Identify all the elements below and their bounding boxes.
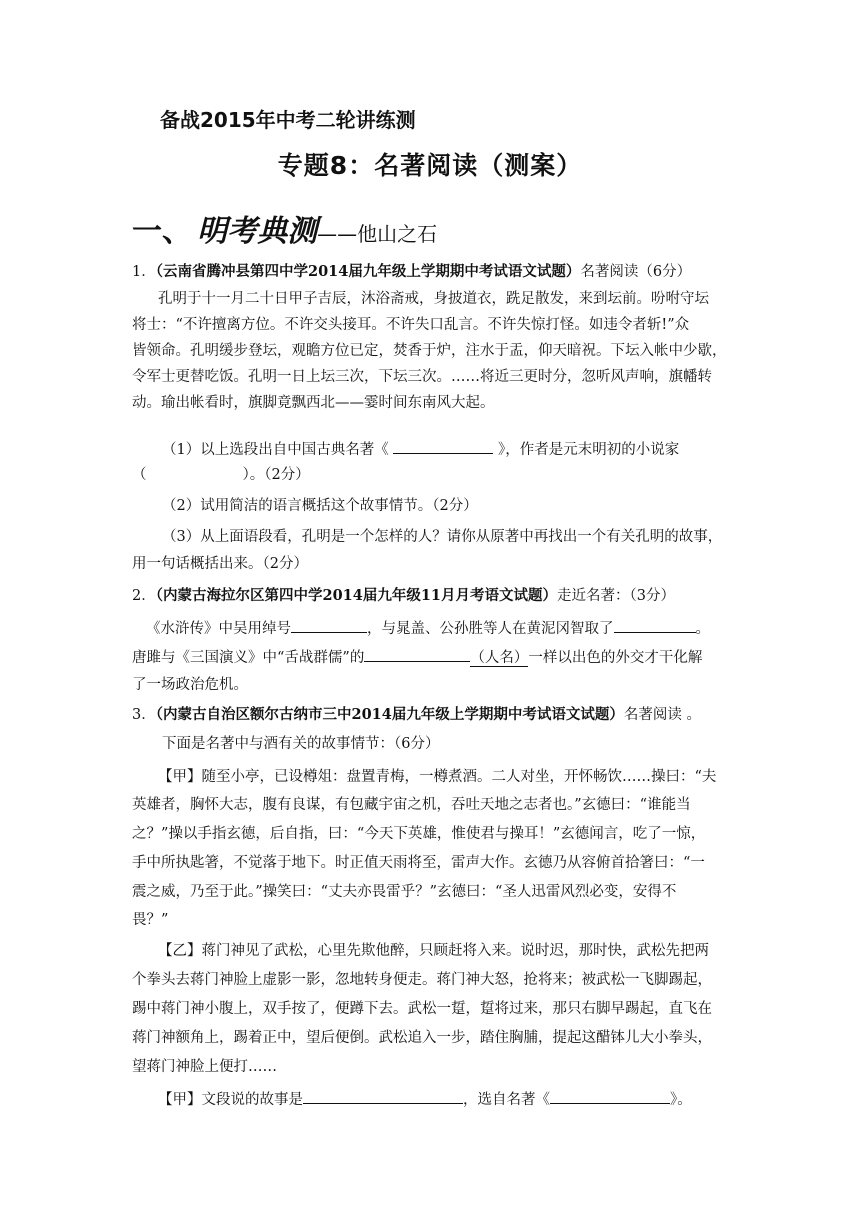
q2-line (146, 615, 710, 641)
q3-number: 3． (132, 707, 156, 723)
q3-ask-text: 》。 (670, 1092, 692, 1108)
q3-jia-line: 【甲】随至小亭，已设樽俎：盘置青梅，一樽煮酒。二人对坐，开怀畅饮……操曰：“夫 (158, 769, 717, 785)
q3-jia-line: 之？”操以手指玄德，后自指，曰：“今天下英雄，惟使君与操耳！”玄德闻言，吃了一惊， (132, 826, 706, 842)
q3-ask-text: ，选自名著《 (463, 1092, 550, 1108)
q2-number: 2． (132, 588, 156, 604)
q3-yi-line: 个拳头去蒋门神脸上虚影一影，忽地转身便走。蒋门神大怒，抢将来；被武松一飞脚踢起， (132, 972, 712, 988)
q1-sub1-cont (132, 463, 310, 487)
q1-source: （云南省腾冲县第四中学2014届九年级上学期期中考试语文试题） (155, 263, 581, 280)
page-title: 专题8：名著阅读（测案） (277, 151, 583, 180)
q3-jia-line: 英雄者，胸怀大志，腹有良谋，有包藏宇宙之机，吞吐天地之志者也。”玄德曰：“谁能当 (132, 797, 691, 813)
q1-sub1-text: ）。（2分） (242, 467, 310, 483)
section-heading (132, 206, 437, 250)
section-number: 一、 (132, 214, 192, 249)
q3-yi-line: 望蒋门神脸上便打…… (132, 1059, 277, 1075)
q3-suffix: 名著阅读 。 (623, 707, 701, 723)
answer-blank[interactable] (364, 644, 470, 662)
q2-hint: （人名） (470, 650, 529, 666)
q1-sub1-text: （ (132, 467, 147, 483)
q3-jia-line: 手中所执匙箸，不觉落于地下。时正值天雨将至，雷声大作。玄德乃从容俯首拾箸曰：“一 (132, 855, 705, 871)
q2-text: 一样以出色的外交才干化解 (528, 650, 703, 666)
answer-blank[interactable] (393, 436, 493, 454)
answer-blank[interactable] (614, 615, 696, 633)
q3-yi-line: 【乙】蒋门神见了武松，心里先欺他醉，只顾赶将入来。说时迟，那时快，武松先把两 (158, 943, 709, 959)
q1-passage-line: 动。瑜出帐看时，旗脚竟飘西北——霎时间东南风大起。 (132, 395, 495, 411)
q1-passage-line: 皆领命。孔明缓步登坛，观瞻方位已定，焚香于炉，注水于盂，仰天暗祝。下坛入帐中少歇， (132, 343, 727, 359)
q1-sub2: （2）试用简洁的语言概括这个故事情节。（2分） (162, 498, 478, 514)
q2-suffix: 走近名著：（3分） (557, 588, 676, 604)
section-heading-text: 明考典测 (197, 214, 318, 249)
q2-heading (132, 584, 675, 608)
q2-text: 《水浒传》中吴用绰号 (146, 621, 291, 637)
q2-line: 了一场政治危机。 (132, 677, 248, 693)
q1-sub1 (162, 436, 679, 462)
answer-blank[interactable] (303, 1086, 463, 1104)
q2-text: ，与晁盖、公孙胜等人在黄泥冈智取了 (367, 621, 614, 637)
q1-sub1-text: （1）以上选段出自中国古典名著《 (162, 442, 389, 458)
q3-yi-line: 蒋门神额角上，踢着正中，望后便倒。武松追入一步，踏住胸脯，提起这醋钵儿大小拳头， (132, 1030, 712, 1046)
q1-sub3: （3）从上面语段看，孔明是一个怎样的人？请你从原著中再找出一个有关孔明的故事， (162, 529, 723, 545)
q3-yi-line: 踢中蒋门神小腹上，双手按了，便蹲下去。武松一踅，踅将过来，那只右脚早踢起，直飞在 (132, 1001, 712, 1017)
q3-ask (158, 1086, 692, 1112)
q3-source: （内蒙古自治区额尔古纳市三中2014届九年级上学期期中考试语文试题） (155, 706, 624, 723)
q2-text: 唐雎与《三国演义》中“舌战群儒”的 (132, 650, 365, 666)
section-subtitle: ——他山之石 (317, 222, 438, 246)
q1-sub3-cont: 用一句话概括出来。（2分） (132, 556, 308, 572)
q1-suffix: 名著阅读（6分） (580, 264, 692, 280)
q3-jia-line: 震之威，乃至于此。”操笑曰：“丈夫亦畏雷乎？”玄德曰：“圣人迅雷风烈必变，安得不 (132, 884, 677, 900)
q3-ask-text: 【甲】文段说的故事是 (158, 1092, 303, 1108)
q3-jia-line: 畏？” (132, 912, 169, 928)
q2-text: 。 (695, 621, 710, 637)
q1-heading (132, 260, 691, 284)
q2-line (132, 644, 702, 670)
answer-blank[interactable] (550, 1086, 670, 1104)
q3-intro: 下面是名著中与酒有关的故事情节：（6分） (162, 736, 440, 752)
q1-passage-line: 孔明于十一月二十日甲子吉辰，沐浴斋戒，身披道衣，跣足散发，来到坛前。吩咐守坛 (158, 291, 709, 307)
q1-sub1-text: 》，作者是元末明初的小说家 (497, 442, 680, 458)
q1-passage-line: 令军士更替吃饭。孔明一日上坛三次，下坛三次。……将近三更时分，忽听风声响，旗幡转 (132, 369, 712, 385)
q1-passage-line: 将士：“不许擅离方位。不许交头接耳。不许失口乱言。不许失惊打怪。如违令者斩!”众 (132, 317, 690, 333)
header-title: 备战2015年中考二轮讲练测 (160, 108, 416, 132)
q3-heading (132, 703, 701, 727)
q2-source: （内蒙古海拉尔区第四中学2014届九年级11月月考语文试题） (155, 587, 558, 604)
answer-blank[interactable] (291, 615, 367, 633)
q1-number: 1． (132, 264, 156, 280)
